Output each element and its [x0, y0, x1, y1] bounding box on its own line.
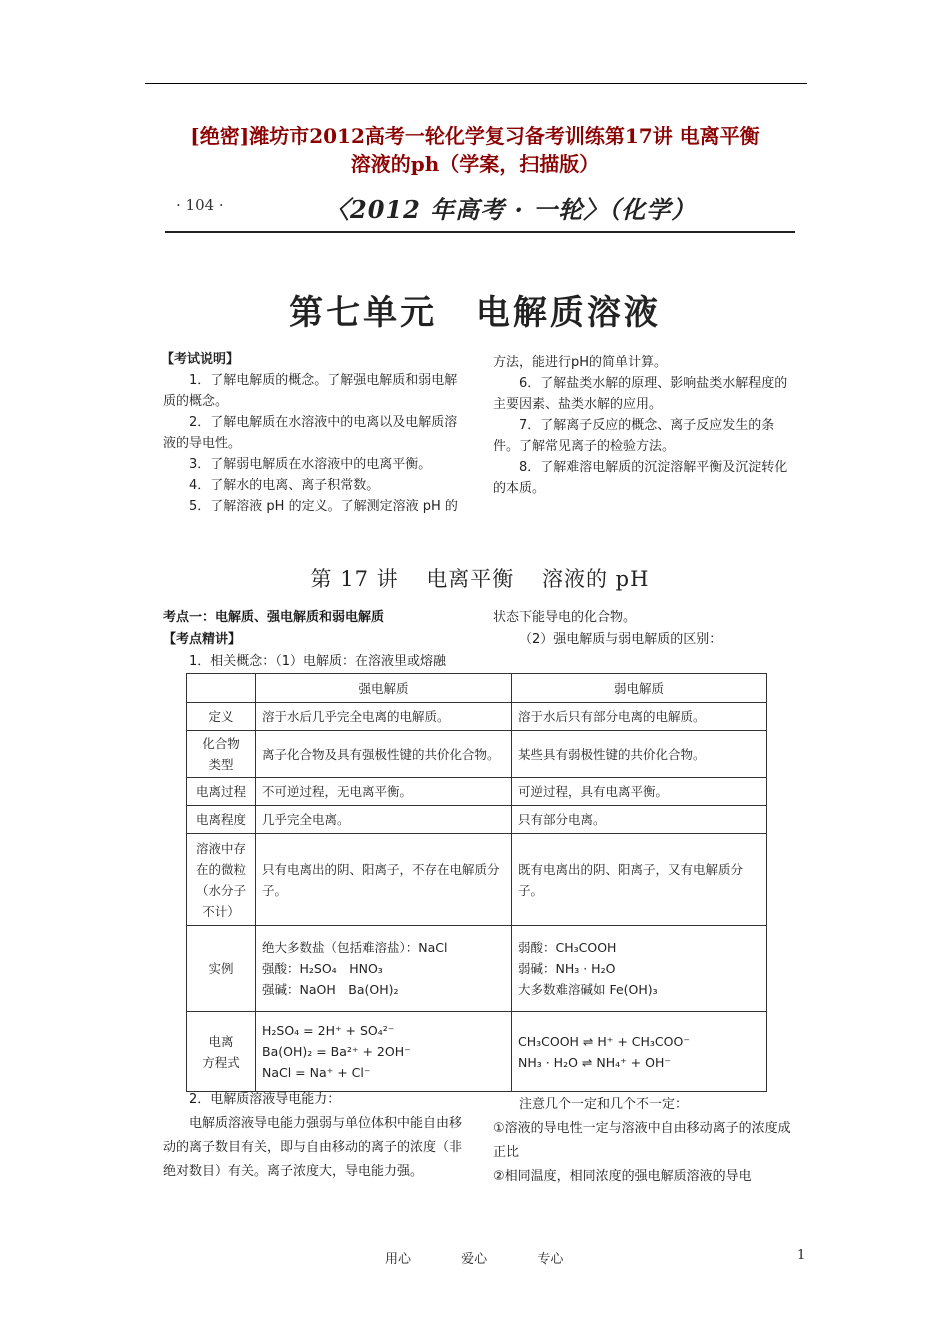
row-label: 化合物 类型 — [187, 731, 256, 778]
strong-cell: 离子化合物及具有强极性键的共价化合物。 — [256, 731, 512, 778]
weak-cell: CH₃COOH ⇌ H⁺ + CH₃COO⁻ NH₃ · H₂O ⇌ NH₄⁺ + OH⁻ — [512, 1012, 767, 1092]
table-header-strong: 强电解质 — [256, 674, 512, 703]
weak-cell: 可逆过程，具有电离平衡。 — [512, 778, 767, 806]
row-label: 溶液中存 在的微粒 （水分子 不计） — [187, 834, 256, 926]
exam-notes-heading: 【考试说明】 — [161, 352, 240, 367]
footer-word-2: 爱心 — [461, 1252, 488, 1267]
row-label: 实例 — [187, 926, 256, 1012]
exam-notes-right — [493, 352, 798, 499]
diff-heading: （2）强电解质与弱电解质的区别： — [519, 632, 723, 647]
title-line-2: 溶液的ph（学案，扫描版） — [350, 152, 600, 176]
section-right — [493, 607, 803, 651]
unit-name: 电解质溶液 — [475, 293, 661, 333]
exam-note-7: 7．了解离子反应的概念、离子反应发生的条件。了解常见离子的检验方法。 — [493, 418, 775, 454]
table-row — [187, 834, 767, 926]
book-header: 〈2012 年高考 · 一轮〉（化学） — [325, 195, 697, 224]
exam-note-1: 1．了解电解质的概念。了解强电解质和弱电解质的概念。 — [163, 373, 458, 409]
notes-item-1: ①溶液的导电性一定与溶液中自由移动离子的浓度成正比 — [493, 1121, 791, 1160]
conductivity-body: 电解质溶液导电能力强弱与单位体积中能自由移动的离子数目有关，即与自由移动的离子的浓度（非绝对数目）有关。离子浓度大，导电能力强。 — [163, 1116, 463, 1179]
section-left — [163, 607, 483, 673]
electrolyte-comparison-table — [186, 673, 767, 1092]
table-header-row — [187, 674, 767, 703]
strong-cell: H₂SO₄ = 2H⁺ + SO₄²⁻ Ba(OH)₂ = Ba²⁺ + 2OH⁻ NaCl = Na⁺ + Cl⁻ — [256, 1012, 512, 1092]
document-title — [110, 122, 840, 178]
exam-note-5: 5．了解溶液 pH 的定义。了解测定溶液 pH 的 — [189, 499, 458, 514]
lesson-title — [260, 563, 700, 593]
weak-cell: 既有电离出的阴、阳离子，又有电解质分子。 — [512, 834, 767, 926]
strong-cell: 不可逆过程，无电离平衡。 — [256, 778, 512, 806]
title-line-1: [绝密]潍坊市2012高考一轮化学复习备考训练第17讲 电离平衡 — [190, 124, 760, 148]
notes-item-2: ②相同温度，相同浓度的强电解质溶液的导电 — [493, 1169, 752, 1184]
exam-note-5-cont: 方法，能进行pH的简单计算。 — [493, 355, 668, 370]
strong-cell: 溶于水后几乎完全电离的电解质。 — [256, 703, 512, 731]
exam-notes-left — [163, 349, 468, 517]
unit-title — [250, 285, 700, 334]
lesson-topic-1: 电离平衡 — [426, 567, 515, 591]
row-label: 电离过程 — [187, 778, 256, 806]
footer — [385, 1248, 587, 1267]
book-page-number: · 104 · — [176, 196, 224, 214]
exam-note-8: 8．了解难溶电解质的沉淀溶解平衡及沉淀转化的本质。 — [493, 460, 788, 496]
exam-note-2: 2．了解电解质在水溶液中的电离以及电解质溶液的导电性。 — [163, 415, 458, 451]
row-label: 定义 — [187, 703, 256, 731]
row-label: 电离 方程式 — [187, 1012, 256, 1092]
row-label: 电离程度 — [187, 806, 256, 834]
strong-cell: 只有电离出的阴、阳离子，不存在电解质分子。 — [256, 834, 512, 926]
lesson-number: 第 17 讲 — [310, 567, 399, 591]
jingjiang-heading: 【考点精讲】 — [163, 632, 242, 647]
unit-number: 第七单元 — [289, 293, 438, 333]
table-row — [187, 731, 767, 778]
footer-word-1: 用心 — [385, 1252, 412, 1267]
strong-cell: 几乎完全电离。 — [256, 806, 512, 834]
footer-word-3: 专心 — [537, 1252, 564, 1267]
exam-note-3: 3．了解弱电解质在水溶液中的电离平衡。 — [189, 457, 432, 472]
exam-note-6: 6．了解盐类水解的原理、影响盐类水解程度的主要因素、盐类水解的应用。 — [493, 376, 788, 412]
table-header-corner — [187, 674, 256, 703]
exam-note-4: 4．了解水的电离、离子积常数。 — [189, 478, 380, 493]
concept-cont: 状态下能导电的化合物。 — [493, 610, 637, 625]
table-row — [187, 806, 767, 834]
weak-cell: 弱酸：CH₃COOH 弱碱：NH₃ · H₂O 大多数难溶碱如 Fe(OH)₃ — [512, 926, 767, 1012]
table-row — [187, 778, 767, 806]
table-row — [187, 1012, 767, 1092]
weak-cell: 只有部分电离。 — [512, 806, 767, 834]
top-rule — [145, 83, 807, 84]
conductivity-heading: 2．电解质溶液导电能力： — [189, 1092, 341, 1107]
conductivity-section — [163, 1088, 473, 1184]
weak-cell: 溶于水后只有部分电离的电解质。 — [512, 703, 767, 731]
table-row — [187, 926, 767, 1012]
table-row — [187, 703, 767, 731]
header-rule — [165, 231, 795, 233]
lesson-topic-2: 溶液的 pH — [542, 567, 650, 591]
notes-section — [493, 1093, 793, 1189]
table-header-weak: 弱电解质 — [512, 674, 767, 703]
strong-cell: 绝大多数盐（包括难溶盐）：NaCl 强酸：H₂SO₄ HNO₃ 强碱：NaOH Ba(OH)₂ — [256, 926, 512, 1012]
notes-heading: 注意几个一定和几个不一定： — [519, 1097, 689, 1112]
kaodian-heading: 考点一：电解质、强电解质和弱电解质 — [163, 610, 385, 625]
concept-line: 1．相关概念：（1）电解质：在溶液里或熔融 — [189, 654, 447, 669]
weak-cell: 某些具有弱极性键的共价化合物。 — [512, 731, 767, 778]
page-number: 1 — [797, 1248, 806, 1263]
